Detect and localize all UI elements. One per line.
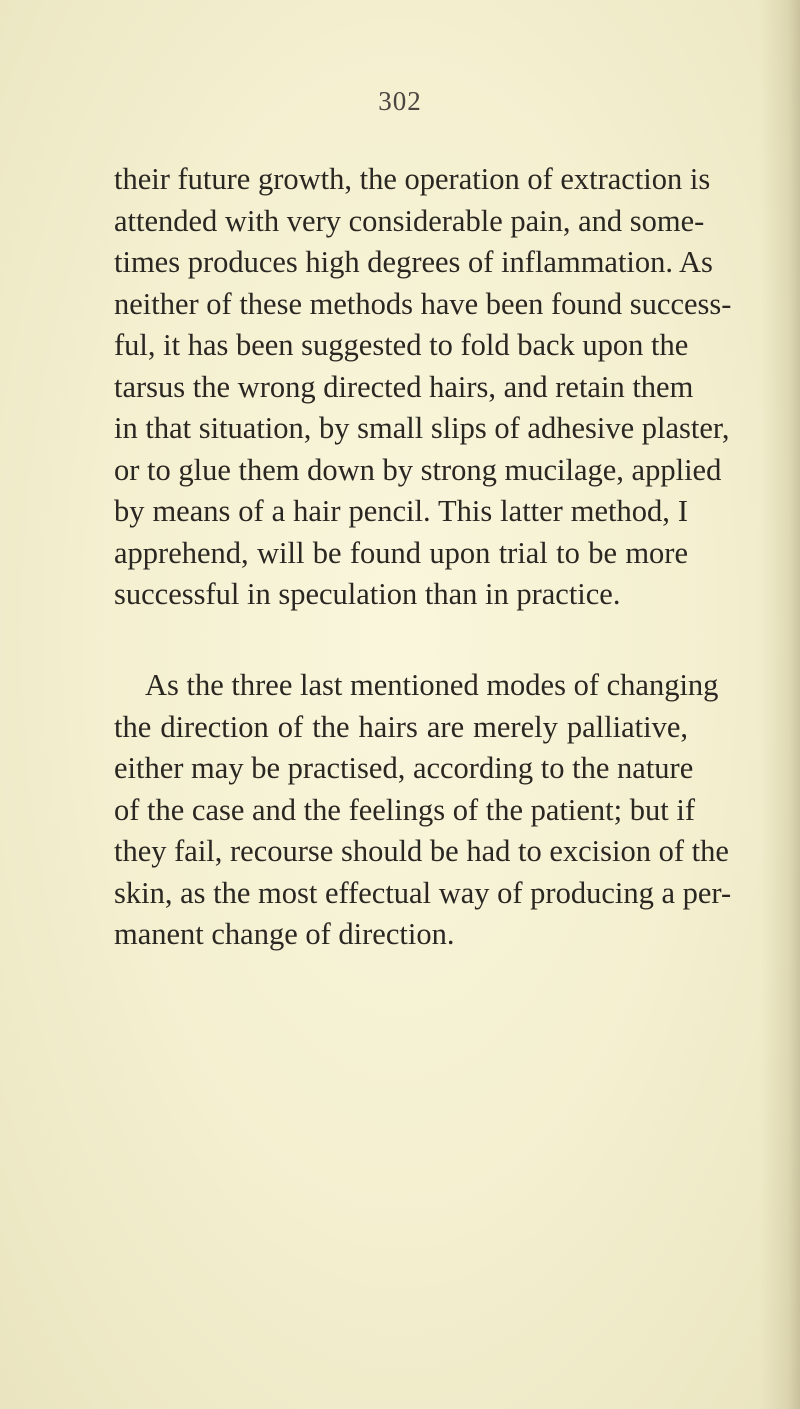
page-edge-shadow <box>760 0 800 1409</box>
text-line: attended with very considerable pain, and some- <box>114 203 705 238</box>
text-line: or to glue them down by strong mucilage, applied <box>114 452 722 487</box>
text-line: the direction of the hairs are merely palliative, <box>114 709 688 744</box>
text-line: in that situation, by small slips of adhesive plaster, <box>114 411 730 445</box>
text-line: ful, it has been suggested to fold back upon the <box>114 328 689 362</box>
text-line: successful in speculation than in practice. <box>114 577 621 611</box>
text-line: neither of these methods have been found success- <box>114 286 732 321</box>
text-line: times produces high degrees of inflammation. As <box>114 245 713 279</box>
text-line: skin, as the most effectual way of producing a per- <box>114 875 732 910</box>
text-line: apprehend, will be found upon trial to be more <box>114 535 688 570</box>
page-number: 302 <box>378 86 422 116</box>
text-line: their future growth, the operation of extraction is <box>114 162 711 196</box>
text-line: of the case and the feelings of the patient; but if <box>114 792 695 827</box>
text-line: As the three last mentioned modes of changing <box>145 668 719 702</box>
text-line: either may be practised, according to the nature <box>114 751 694 785</box>
text-line: tarsus the wrong directed hairs, and retain them <box>114 369 694 404</box>
text-line: they fail, recourse should be had to excision of the <box>114 834 729 868</box>
text-line: manent change of direction. <box>114 917 455 951</box>
paragraph-1 <box>114 159 732 616</box>
text-line: by means of a hair pencil. This latter method, I <box>114 494 688 528</box>
paragraph-2 <box>114 665 732 956</box>
